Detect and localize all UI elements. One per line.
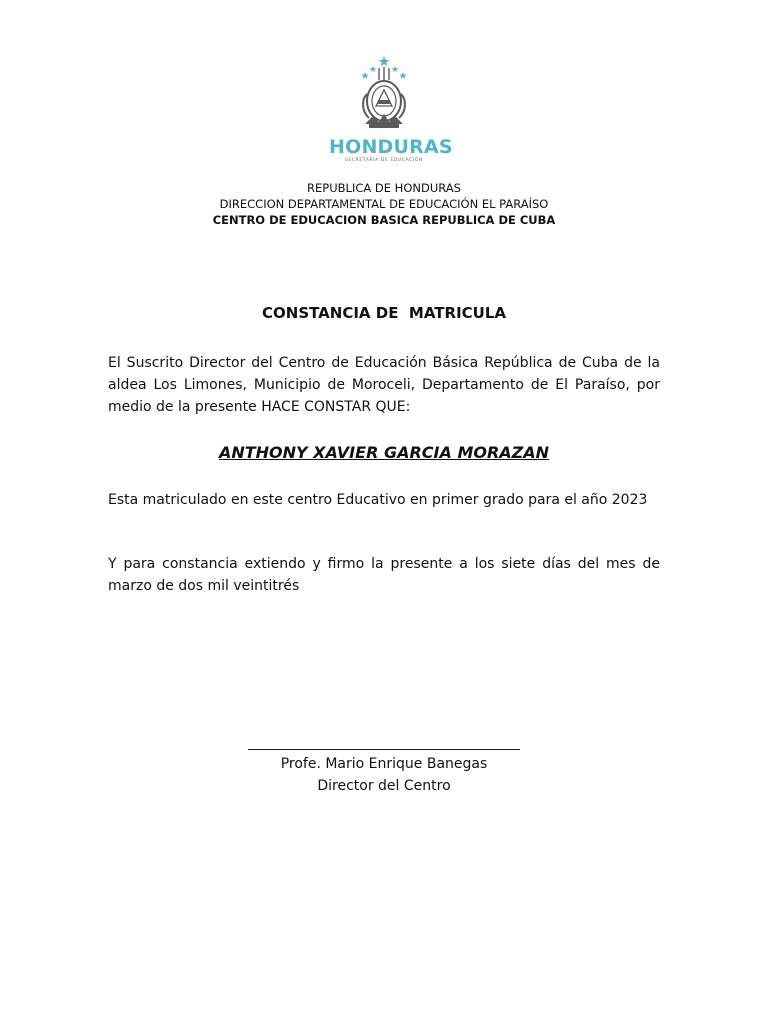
- signature-line: [248, 749, 520, 750]
- logo-wordmark: HONDURAS: [329, 136, 453, 158]
- enrollment-paragraph: Esta matriculado en este centro Educativo en primer grado para el año 2023: [108, 492, 648, 508]
- closing-paragraph: Y para constancia extiendo y firmo la presente a los siete días del mes de marzo de dos mil veintitrés: [108, 556, 660, 594]
- header-country: REPUBLICA DE HONDURAS: [307, 181, 461, 195]
- intro-paragraph: El Suscrito Director del Centro de Educación Básica República de Cuba de la aldea Los Limones, Municipio de Moroceli, Departamento de El Paraíso, por medio de la presente HACE CONSTAR QUE:: [108, 355, 660, 415]
- signature-line-text: [248, 736, 520, 748]
- student-name: ANTHONY XAVIER GARCIA MORAZAN: [218, 443, 550, 462]
- header-school: CENTRO DE EDUCACION BASICA REPUBLICA DE CUBA: [212, 213, 556, 227]
- institution-logo: [329, 54, 453, 166]
- honduras-coat-of-arms-icon: [329, 54, 439, 136]
- header-department: DIRECCION DEPARTAMENTAL DE EDUCACIÓN EL PARAÍSO: [219, 197, 549, 211]
- institution-header: [0, 180, 768, 228]
- document-title: CONSTANCIA DE MATRICULA: [262, 304, 506, 322]
- signer-role: Director del Centro: [317, 778, 451, 794]
- signer-name: Profe. Mario Enrique Banegas: [280, 756, 488, 772]
- logo-subtitle: SECRETARÍA DE EDUCACIÓN: [345, 158, 423, 163]
